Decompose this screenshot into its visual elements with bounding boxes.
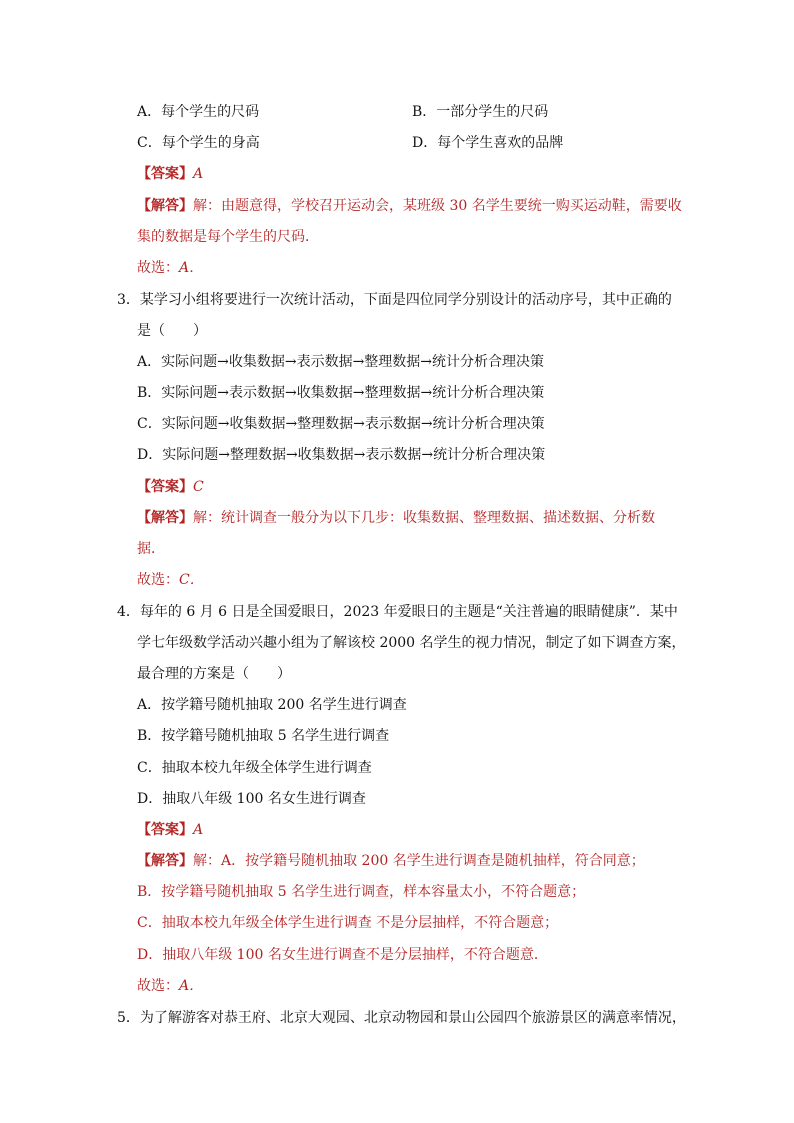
q4-choose-line	[137, 976, 203, 996]
q2-answer-line	[137, 164, 203, 184]
answer-tag: 【答案】	[137, 822, 193, 838]
choose-value: C．	[179, 572, 204, 588]
choose-value: A．	[179, 260, 204, 276]
q4-option-b: B．按学籍号随机抽取 5 名学生进行调查	[137, 728, 390, 744]
q2-choose-line	[137, 258, 203, 278]
q3-option-b: B．实际问题→表示数据→收集数据→整理数据→统计分析合理决策	[137, 385, 545, 401]
q3-option-d: D．实际问题→整理数据→收集数据→表示数据→统计分析合理决策	[137, 447, 546, 463]
q4-option-c: C．抽取本校九年级全体学生进行调查	[137, 760, 372, 776]
q4-stem-line3: 最合理的方案是（ ）	[137, 666, 291, 682]
q3-choose-line	[137, 570, 204, 590]
q5-stem-text: 为了解游客对恭王府、北京大观园、北京动物园和景山公园四个旅游景区的满意率情况，	[139, 1010, 686, 1026]
q4-option-d: D．抽取八年级 100 名女生进行调查	[137, 791, 366, 807]
q4-stem-line2: 学七年级数学活动兴趣小组为了解该校 2000 名学生的视力情况，制定了如下调查方案，	[137, 635, 686, 651]
explain-tag: 【解答】	[137, 510, 193, 526]
q4-number: 4．	[117, 604, 140, 620]
q4-explanation-line2: B．按学籍号随机抽取 5 名学生进行调查，样本容量太小，不符合题意；	[137, 884, 586, 900]
q4-answer-line	[137, 820, 203, 840]
answer-value: A	[193, 822, 204, 838]
q2-option-a: A．每个学生的尺码	[137, 104, 260, 120]
q2-option-c: C．每个学生的身高	[137, 135, 260, 151]
q2-explanation-line2: 集的数据是每个学生的尺码．	[137, 229, 319, 245]
q3-option-c: C．实际问题→收集数据→整理数据→表示数据→统计分析合理决策	[137, 416, 545, 432]
explain-text: 解：统计调查一般分为以下几步：收集数据、整理数据、描述数据、分析数	[193, 510, 655, 526]
answer-value: C	[193, 479, 204, 495]
q3-stem-line1	[117, 290, 672, 310]
choose-value: A．	[179, 978, 204, 994]
q4-explanation-line4: D．抽取八年级 100 名女生进行调查不是分层抽样，不符合题意．	[137, 947, 548, 963]
explain-tag: 【解答】	[137, 853, 193, 869]
answer-value: A	[193, 166, 204, 182]
q4-stem-text: 每年的 6 月 6 日是全国爱眼日，2023 年爱眼日的主题是“关注普遍的眼睛健康”．某中	[139, 604, 678, 620]
q2-option-d: D．每个学生喜欢的品牌	[412, 135, 564, 151]
q3-stem-line2: 是（ ）	[137, 323, 207, 339]
q4-explanation-line3: C．抽取本校九年级全体学生进行调查 不是分层抽样，不符合题意；	[137, 915, 559, 931]
choose-prefix: 故选：	[137, 260, 179, 276]
explain-text: 解：A．按学籍号随机抽取 200 名学生进行调查是随机抽样，符合同意；	[193, 853, 645, 869]
explain-tag: 【解答】	[137, 198, 193, 214]
answer-tag: 【答案】	[137, 166, 193, 182]
q4-option-a: A．按学籍号随机抽取 200 名学生进行调查	[137, 697, 407, 713]
q2-option-b: B．一部分学生的尺码	[412, 104, 549, 120]
q5-number: 5．	[117, 1010, 140, 1026]
choose-prefix: 故选：	[137, 572, 179, 588]
answer-tag: 【答案】	[137, 479, 193, 495]
q4-explanation-line1	[137, 851, 645, 871]
q3-answer-line	[137, 477, 204, 497]
q5-stem-line1	[117, 1008, 686, 1028]
q3-stem-text: 某学习小组将要进行一次统计活动，下面是四位同学分别设计的活动序号，其中正确的	[139, 292, 672, 308]
q3-option-a: A．实际问题→收集数据→表示数据→整理数据→统计分析合理决策	[137, 354, 545, 370]
q2-explanation-line1	[137, 196, 682, 216]
q4-stem-line1	[117, 602, 678, 622]
choose-prefix: 故选：	[137, 978, 179, 994]
q3-explanation-line2: 据．	[137, 541, 165, 557]
q3-number: 3．	[117, 292, 140, 308]
q3-explanation-line1	[137, 508, 655, 528]
explain-text: 解：由题意得，学校召开运动会，某班级 30 名学生要统一购买运动鞋，需要收	[193, 198, 682, 214]
